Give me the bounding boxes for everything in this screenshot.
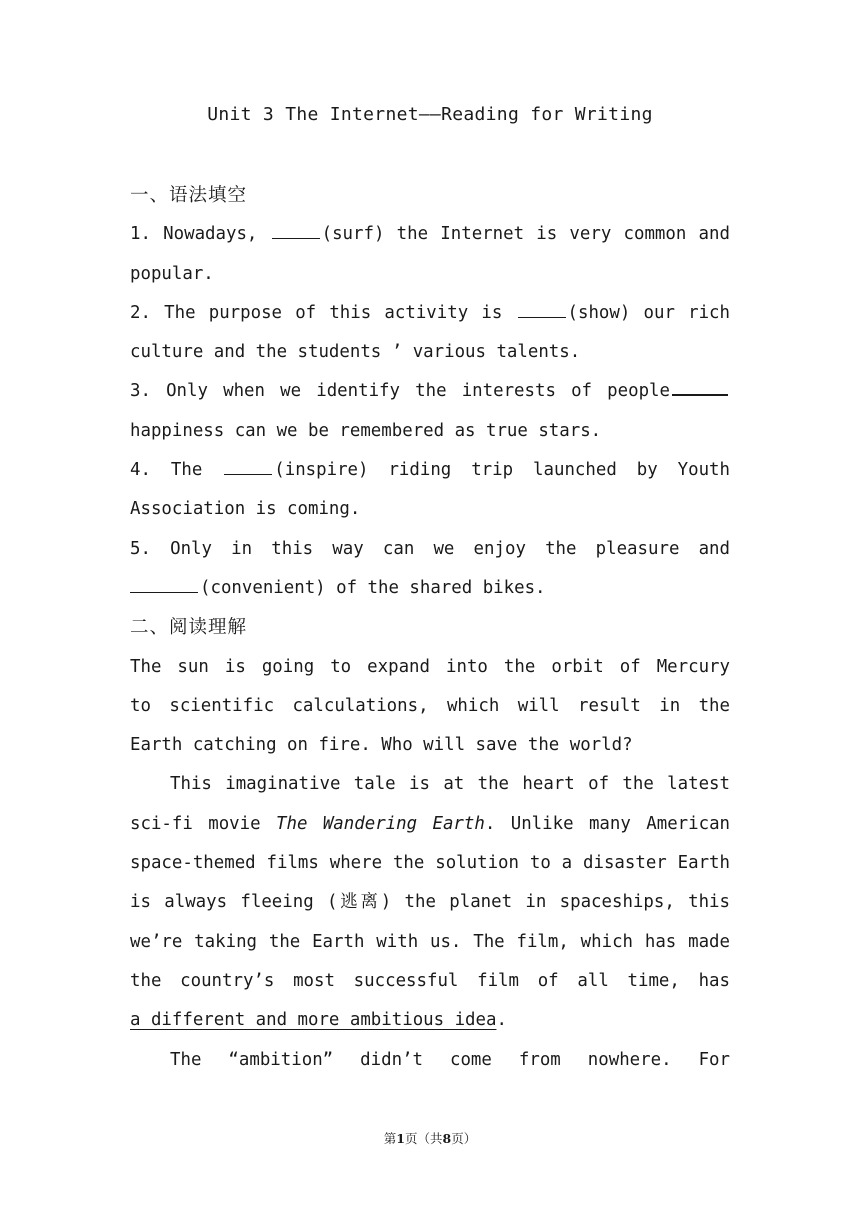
passage-line: This imaginative tale is at the heart of the latest xyxy=(170,774,730,795)
current-page-number: 1 xyxy=(396,1131,405,1146)
underlined-phrase: a different and more ambitious idea xyxy=(130,1010,497,1031)
question-1-line-2: popular. xyxy=(130,263,214,284)
section-heading-grammar: 一、语法填空 xyxy=(130,185,248,206)
page-footer: 第1页（共8页） xyxy=(383,1131,477,1146)
question-4-line-1: 4. The (inspire) riding trip launched by Youth xyxy=(130,451,730,490)
passage-line: we’re taking the Earth with us. The film, which has made xyxy=(130,931,730,952)
question-3-line-1: 3. Only when we identify the interests of people xyxy=(130,372,730,411)
question-5-line-2: (convenient) of the shared bikes. xyxy=(130,569,730,608)
total-page-number: 8 xyxy=(442,1131,452,1146)
answer-blank-4[interactable] xyxy=(224,454,272,475)
question-2-line-1: 2. The purpose of this activity is (show) our rich xyxy=(130,294,730,333)
section-heading-reading: 二、阅读理解 xyxy=(130,617,248,639)
answer-blank-3[interactable] xyxy=(672,374,728,396)
passage-line: space-themed films where the solution to a disaster Earth xyxy=(130,853,730,874)
question-2-line-2: culture and the students ’ various talents. xyxy=(130,342,581,363)
passage-line: Earth catching on fire. Who will save the world? xyxy=(130,735,633,756)
passage-line: sci-fi movie The Wandering Earth. Unlike many American xyxy=(130,813,730,834)
answer-blank-2[interactable] xyxy=(518,297,566,318)
answer-blank-1[interactable] xyxy=(272,218,320,239)
passage-line: The sun is going to expand into the orbit of Mercury xyxy=(130,656,730,677)
passage-line: is always fleeing (逃离) the planet in spaceships, this xyxy=(130,892,730,913)
passage-line: to scientific calculations, which will result in the xyxy=(130,695,730,716)
question-4-line-2: Association is coming. xyxy=(130,499,361,520)
movie-title: The Wandering Earth xyxy=(276,813,485,834)
document-body xyxy=(130,176,730,1080)
question-3-line-2: happiness can we be remembered as true stars. xyxy=(130,420,602,441)
question-5-line-1: 5. Only in this way can we enjoy the pleasure and xyxy=(130,538,730,559)
passage-line: The “ambition” didn’t come from nowhere. For xyxy=(170,1049,730,1070)
passage-line: a different and more ambitious idea. xyxy=(130,1010,507,1031)
passage-line: the country’s most successful film of all time, has xyxy=(130,970,730,991)
answer-blank-5[interactable] xyxy=(130,572,198,593)
document-title: Unit 3 The Internet——Reading for Writing xyxy=(207,104,653,125)
question-1-line-1: 1. Nowadays, (surf) the Internet is very common and xyxy=(130,215,730,254)
